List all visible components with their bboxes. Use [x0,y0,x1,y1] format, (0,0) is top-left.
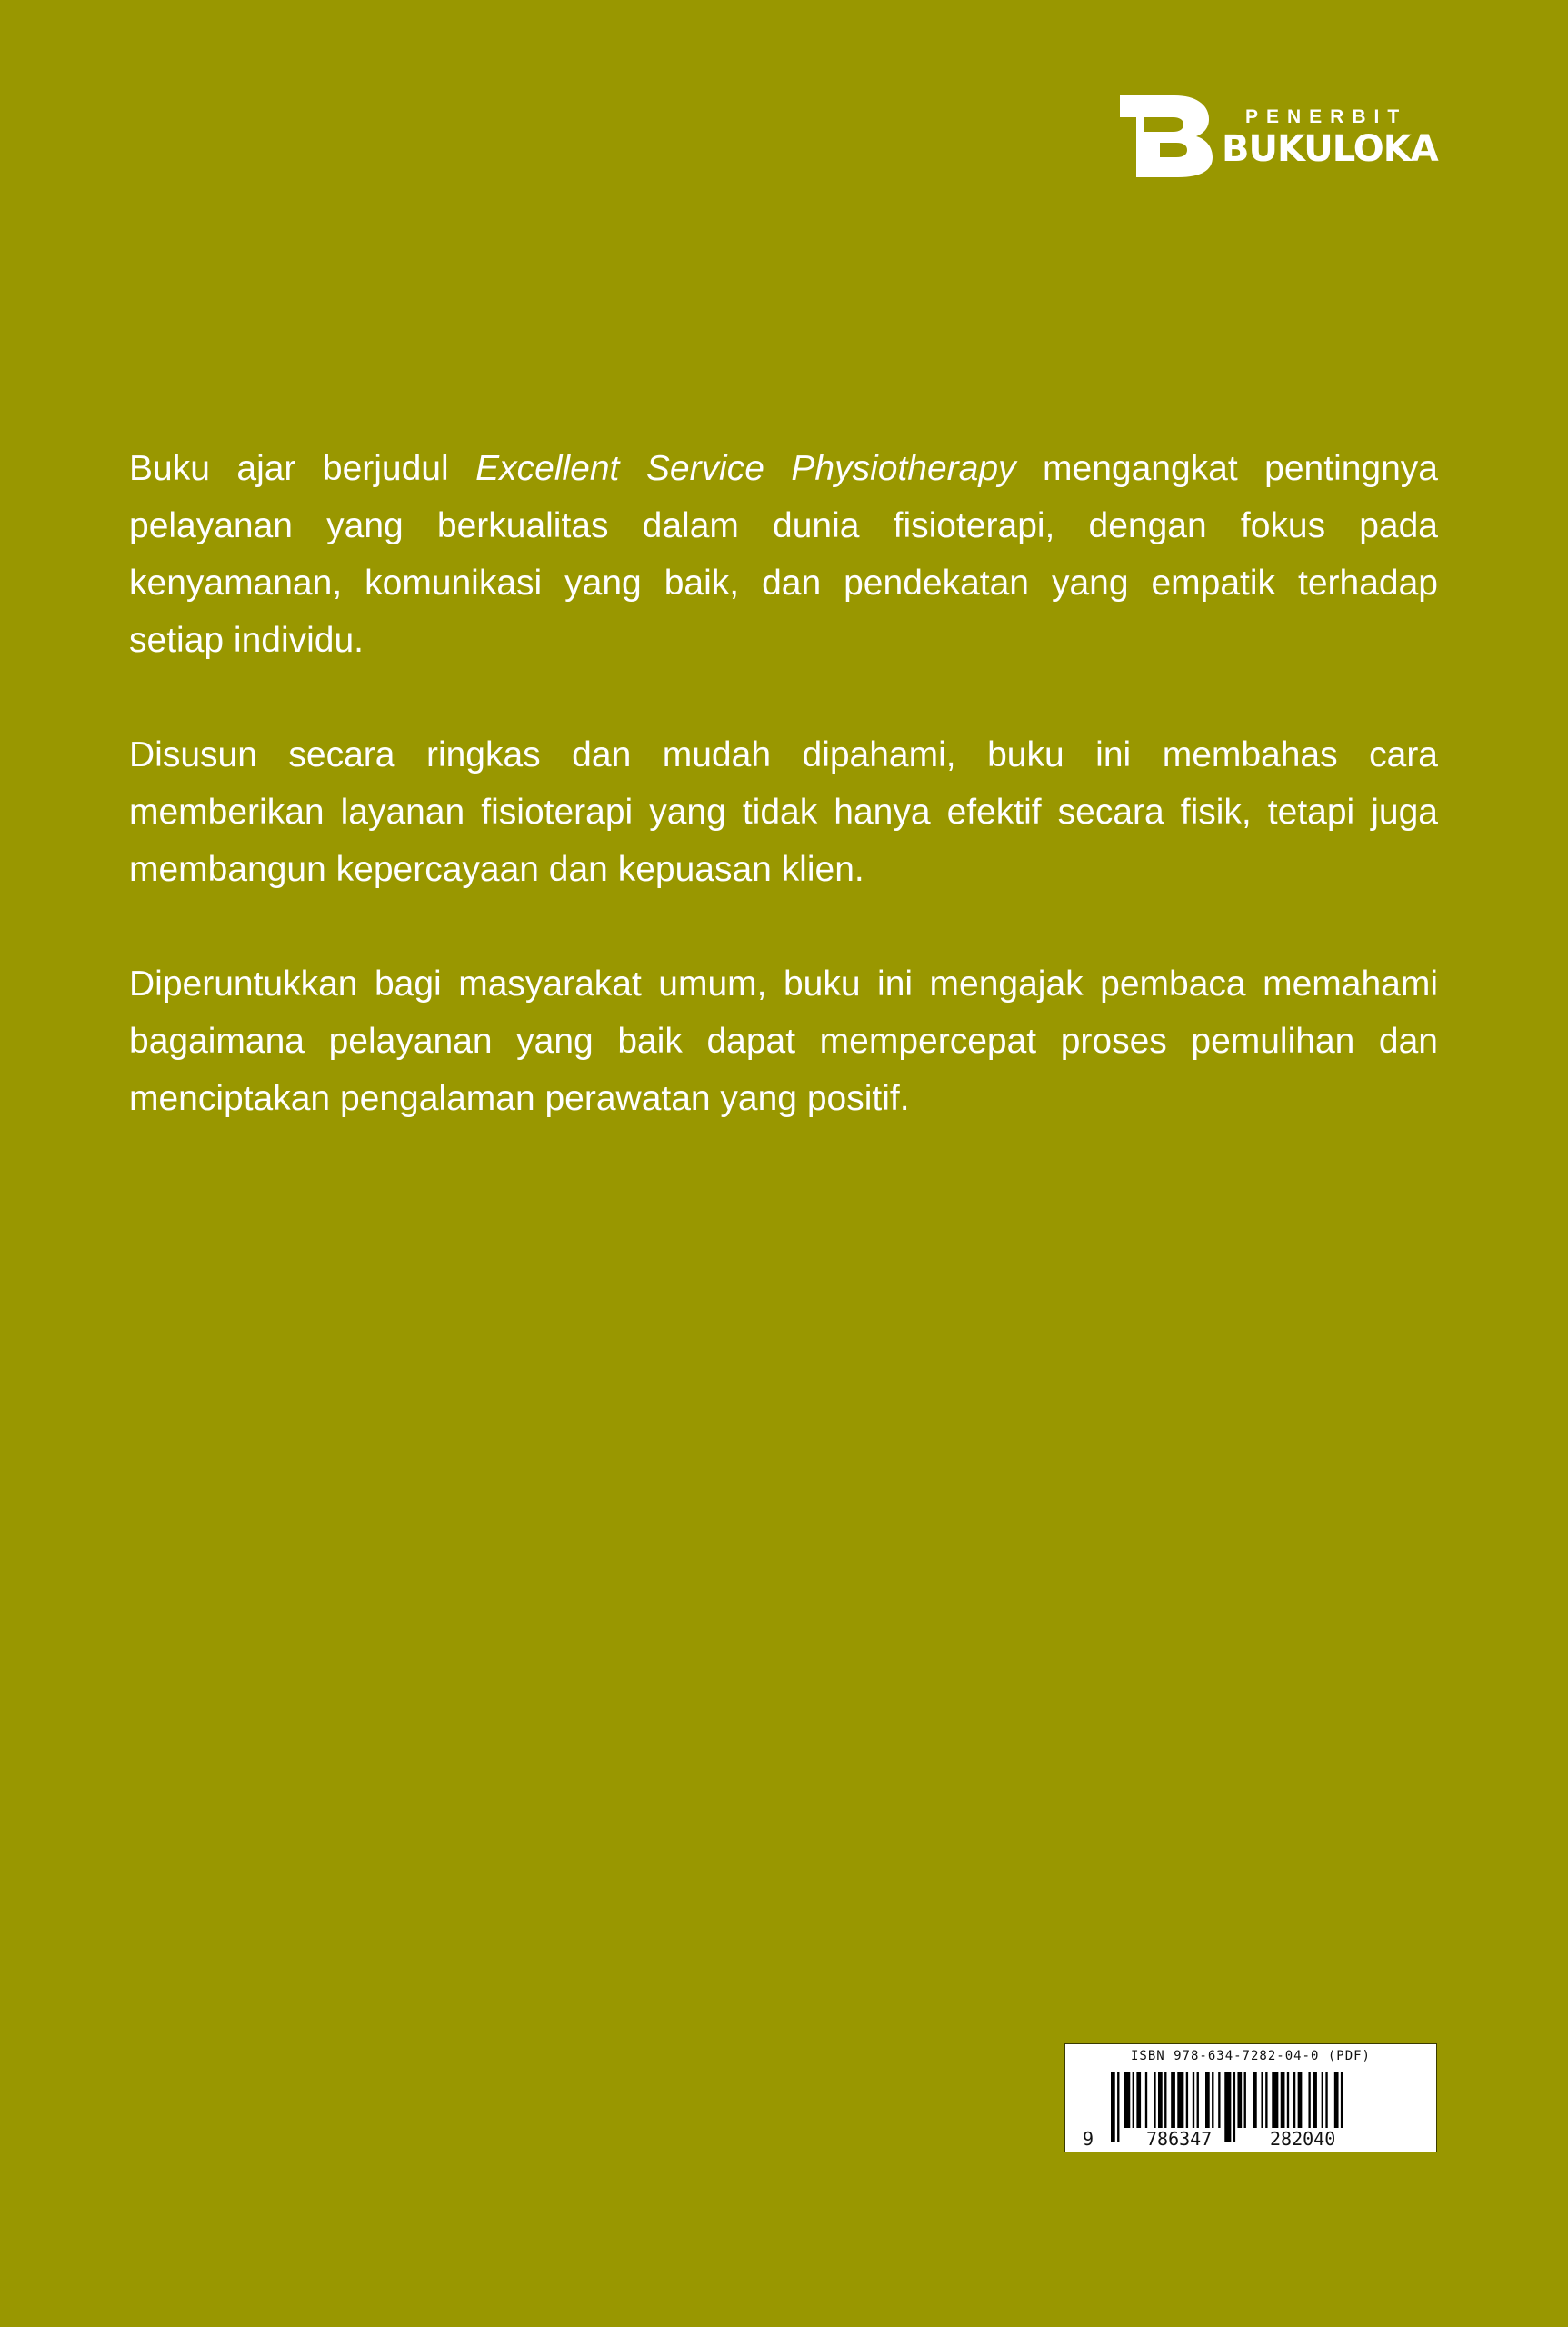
paragraph-1-intro: Buku ajar berjudul [129,449,476,488]
barcode-bar [1281,2072,1285,2128]
barcode-bar [1186,2072,1188,2128]
barcode-bar [1237,2072,1242,2128]
isbn-number: ISBN 978-634-7282-04-0 (PDF) [1130,2049,1371,2063]
barcode-bar [1308,2072,1310,2128]
book-title: Excellent Service Physiotherapy [475,449,1016,488]
barcode-bar [1298,2072,1303,2128]
barcode-bar [1313,2072,1317,2128]
barcode-bar [1218,2072,1220,2128]
barcode-bar [1111,2072,1115,2142]
book-description [129,440,1438,1184]
barcode-bar [1124,2072,1130,2128]
barcode-bar [1117,2072,1119,2142]
barcode-first-digit: 9 [1083,2128,1094,2150]
barcode-bar [1193,2072,1194,2128]
barcode-bar [1158,2072,1163,2128]
barcode-bar [1164,2072,1166,2128]
description-paragraph-2: Disusun secara ringkas dan mudah dipahami, buku ini membahas cara memberikan layanan fisioterapi yang tidak hanya efektif secara fisik, tetapi juga membangun kepercayaan dan kepuasan klien. [129,735,1438,889]
publisher-name: BUKULOKA [1222,128,1438,170]
isbn-barcode [1064,2043,1437,2152]
barcode-bar [1272,2072,1278,2128]
barcode-bar [1244,2072,1246,2128]
barcode-digit-group-1: 786347 [1146,2128,1213,2150]
barcode-bar [1136,2072,1141,2128]
barcode-bar [1233,2072,1235,2142]
barcode-bar [1253,2072,1257,2128]
barcode-bar [1205,2072,1210,2128]
barcode-bar [1212,2072,1213,2128]
barcode-bar [1322,2072,1323,2128]
barcode-bar [1171,2072,1175,2128]
barcode-bar [1341,2072,1343,2128]
publisher-logo [1120,95,1438,177]
barcode-bar [1197,2072,1199,2128]
barcode-bar [1334,2072,1339,2128]
description-paragraph-3: Diperuntukkan bagi masyarakat umum, buku ini mengajak pembaca memahami bagaimana pelayanan yang baik dapat mempercepat proses pemulihan dan menciptakan pengalaman perawatan yang positif. [129,964,1438,1118]
barcode-bar [1265,2072,1267,2128]
barcode-digit-group-2: 282040 [1270,2128,1336,2150]
paragraph-1-rest: mengangkat pentingnya pelayanan yang berkualitas dalam dunia fisioterapi, dengan fokus pada kenyamanan, komunikasi yang baik, dan pendekatan yang empatik terhadap setiap individu. [129,449,1438,660]
barcode-bar [1293,2072,1295,2128]
publisher-b-logo-icon [1120,95,1213,177]
barcode-bar [1154,2072,1155,2128]
barcode-bar [1224,2072,1231,2142]
barcode-bar [1261,2072,1263,2128]
barcode-bar [1177,2072,1183,2128]
barcode-bar [1133,2072,1134,2128]
publisher-label: PENERBIT [1245,106,1408,127]
barcode-bar [1287,2072,1289,2128]
description-paragraph-1 [129,440,1438,669]
barcode-bar [1145,2072,1147,2128]
barcode-bar [1325,2072,1327,2128]
